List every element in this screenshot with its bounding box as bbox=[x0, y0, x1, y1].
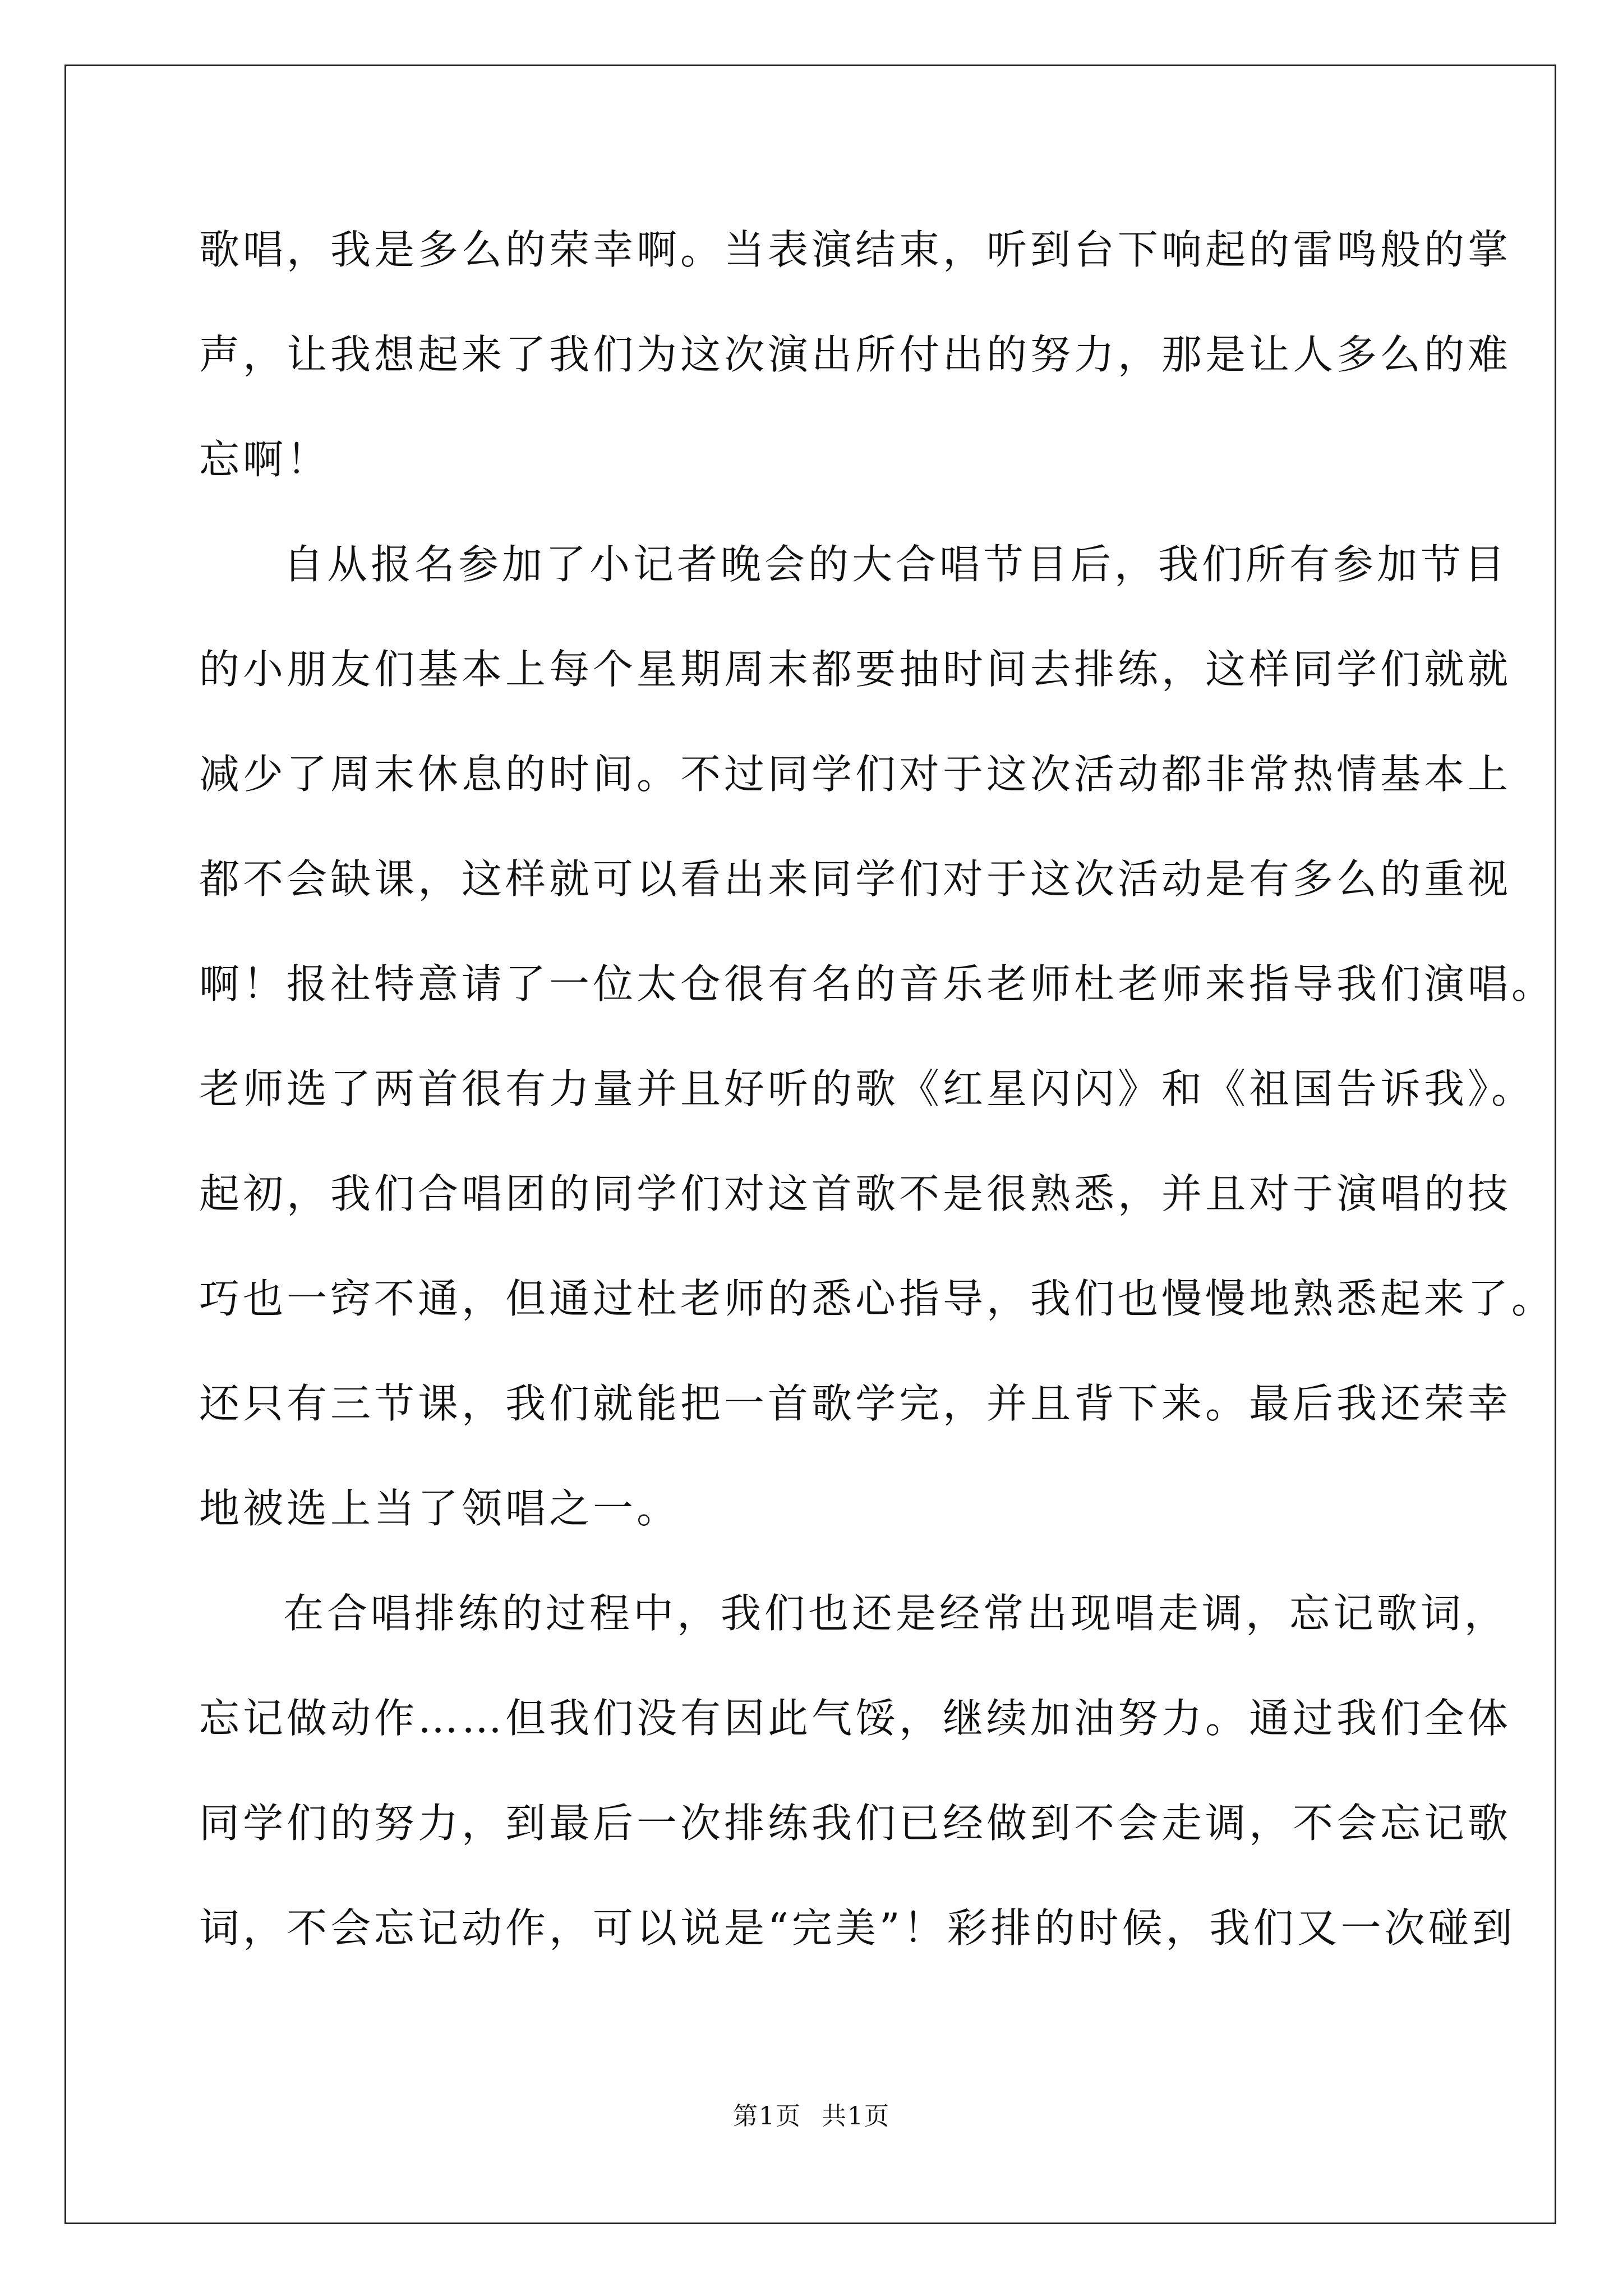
text-line: 起初，我们合唱团的同学们对这首歌不是很熟悉，并且对于演唱的技 bbox=[199, 1170, 1512, 1217]
text-line: 词，不会忘记动作，可以说是“完美”！彩排的时候，我们又一次碰到 bbox=[199, 1904, 1516, 1952]
text-line: 减少了周末休息的时间。不过同学们对于这次活动都非常热情基本上 bbox=[199, 751, 1512, 798]
text-line: 的小朋友们基本上每个星期周末都要抽时间去排练，这样同学们就就 bbox=[199, 646, 1512, 693]
paragraph-start-line: 在合唱排练的过程中，我们也还是经常出现唱走调，忘记歌词， bbox=[283, 1590, 1509, 1637]
text-line: 歌唱，我是多么的荣幸啊。当表演结束，听到台下响起的雷鸣般的掌 bbox=[199, 226, 1512, 273]
text-line: 声，让我想起来了我们为这次演出所付出的努力，那是让人多么的难 bbox=[199, 331, 1512, 378]
text-line: 忘啊！ bbox=[199, 436, 331, 483]
text-line: 啊！报社特意请了一位太仓很有名的音乐老师杜老师来指导我们演唱。 bbox=[199, 960, 1556, 1007]
page-footer: 第1页 共1页 bbox=[733, 2102, 890, 2131]
paragraph-start-line: 自从报名参加了小记者晚会的大合唱节目后，我们所有参加节目 bbox=[283, 541, 1509, 588]
text-line: 都不会缺课，这样就可以看出来同学们对于这次活动是有多么的重视 bbox=[199, 855, 1512, 903]
document-body bbox=[199, 222, 1556, 2005]
text-line: 忘记做动作……但我们没有因此气馁，继续加油努力。通过我们全体 bbox=[199, 1695, 1512, 1742]
text-line: 老师选了两首很有力量并且好听的歌《红星闪闪》和《祖国告诉我》。 bbox=[199, 1065, 1536, 1112]
text-line: 地被选上当了领唱之一。 bbox=[199, 1485, 681, 1532]
text-line: 同学们的努力，到最后一次排练我们已经做到不会走调，不会忘记歌 bbox=[199, 1800, 1512, 1847]
text-line: 还只有三节课，我们就能把一首歌学完，并且背下来。最后我还荣幸 bbox=[199, 1380, 1512, 1427]
text-line: 巧也一窍不通，但通过杜老师的悉心指导，我们也慢慢地熟悉起来了。 bbox=[199, 1275, 1556, 1322]
